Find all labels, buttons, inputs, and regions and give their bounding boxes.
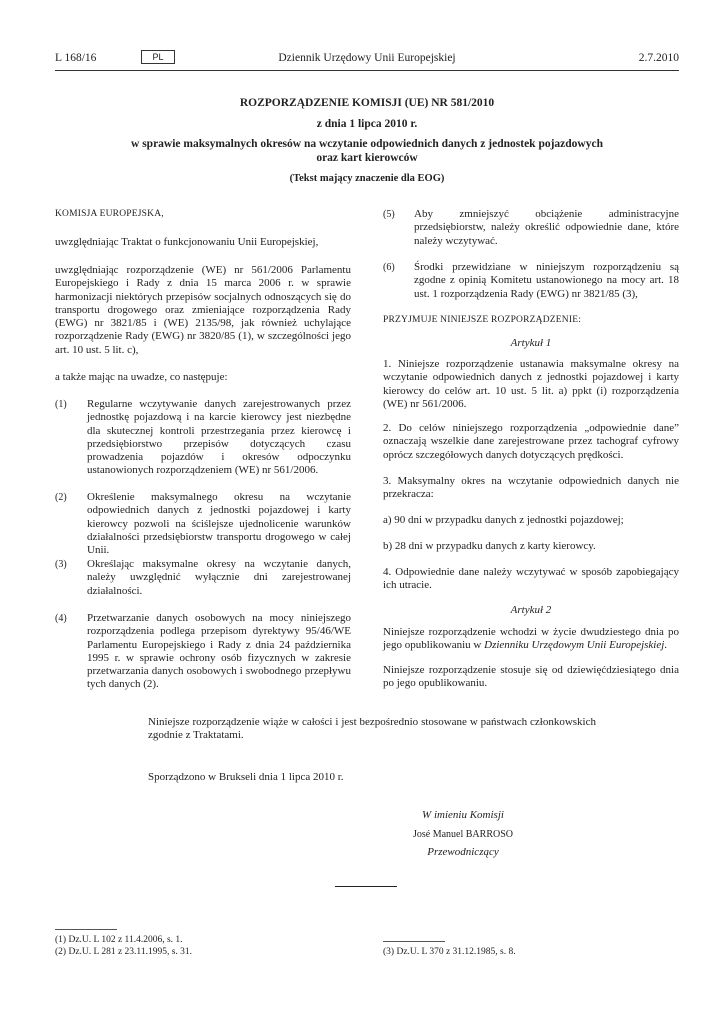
article-1-point-b: b) 28 dni w przypadku danych z karty kierowcy.: [383, 540, 596, 552]
recital-number: (2): [55, 492, 67, 503]
adoption-formula: PRZYJMUJE NINIEJSZE ROZPORZĄDZENIE:: [383, 315, 582, 325]
recital-number: (1): [55, 399, 67, 410]
recital-number: (3): [55, 559, 67, 570]
footnote-3: (3) Dz.U. L 370 z 31.12.1985, s. 8.: [383, 947, 516, 957]
article-2-paragraph-2: Niniejsze rozporządzenie stosuje się od dziewięćdziesiątego dnia po jego opublikowaniu.: [383, 664, 679, 690]
article-1-paragraph-2: 2. Do celów niniejszego rozporządzenia „odpowiednie dane” oznaczają wszelkie dane zarejestrowane przez tachograf cyfrowy oprócz szczegółowych danych dotyczących prędkości.: [383, 422, 679, 461]
recital-text: Środki przewidziane w niniejszym rozporządzeniu są zgodne z opinią Komitetu ustanowionego na mocy art. 18 ust. 1 rozporządzenia Rady (EWG) nr 3821/85 (3),: [414, 261, 679, 300]
page-reference: L 168/16: [55, 52, 97, 64]
article-1-paragraph-1: 1. Niniejsze rozporządzenie ustanawia maksymalne okresy na wczytanie odpowiednich danych z jednostki pojazdowej i karty kierowcy do celów art. 10 ust. 5 lit. a) ppkt (i) rozporządzenia (WE) nr 561/2006.: [383, 358, 679, 410]
eea-relevance: (Tekst mający znaczenie dla EOG): [289, 173, 445, 184]
regulation-subject-line2: oraz kart kierowców: [316, 152, 418, 164]
signature-for: W imieniu Komisji: [422, 809, 504, 821]
article-1-heading: Artykuł 1: [510, 337, 552, 349]
having-regard-regulation-text: uwzględniając rozporządzenie (WE) nr 561/2006 Parlamentu Europejskiego i Rady z dnia 15 marca 2006 r. w sprawie harmonizacji niektórych przepisów socjalnych odnoszących się do transportu drogowego oraz zmieniające rozporządzenia Rady (EWG) nr 3821/85 i (WE) 2135/98, jak również uchylające rozporządzenie Rady (EWG) nr 3820/85 (1), w szczególności jego art. 10 ust. 5 lit. c),: [55, 264, 351, 356]
authority: KOMISJA EUROPEJSKA,: [55, 209, 164, 219]
article-2-paragraph-1: [383, 626, 679, 653]
journal-reference: Dzienniku Urzędowym Unii Europejskiej: [484, 639, 665, 652]
recital-number: (4): [55, 613, 67, 624]
binding-clause: Niniejsze rozporządzenie wiąże w całości i jest bezpośrednio stosowane w państwach członkowskich zgodnie z Traktatami.: [148, 716, 596, 742]
regulation-title: ROZPORZĄDZENIE KOMISJI (UE) NR 581/2010: [239, 97, 495, 109]
article-2-text-end: .: [664, 639, 668, 652]
having-regard-regulation: [55, 264, 351, 357]
header-rule: [55, 70, 679, 71]
article-1-point-a: a) 90 dni w przypadku danych z jednostki pojazdowej;: [383, 514, 624, 526]
signatory-name: José Manuel BARROSO: [412, 829, 513, 840]
end-rule: [335, 886, 397, 887]
recital-text: Określając maksymalne okresy na wczytanie danych, należy uwzględnić wyłącznie dni zarejestrowanej działalności.: [87, 558, 351, 597]
article-1-paragraph-3: 3. Maksymalny okres na wczytanie odpowiednich danych nie przekracza:: [383, 475, 679, 501]
article-2-text: Niniejsze rozporządzenie wchodzi w życie dwudziestego dnia po jego opublikowaniu w: [383, 626, 679, 652]
whereas-intro: a także mając na uwadze, co następuje:: [55, 371, 228, 383]
recital-text: Określenie maksymalnego okresu na wczytanie odpowiednich danych z jednostki pojazdowej i karty kierowcy pozwoli na ściślejsze ujednolicenie warunków działalności przedsiębiorstw transportu drogowego w całej Unii.: [87, 491, 351, 557]
recital-text: Przetwarzanie danych osobowych na mocy niniejszego rozporządzenia podlega przepisom dyrektywy 95/46/WE Parlamentu Europejskiego i Rady z dnia 24 października 1995 r. w sprawie ochrony osób fizycznych w zakresie przetwarzania danych osobowych i swobodnego przepływu tych danych (2).: [87, 612, 351, 691]
journal-name: Dziennik Urzędowy Unii Europejskiej: [278, 52, 456, 64]
article-1-paragraph-4: 4. Odpowiednie dane należy wczytywać w sposób zapobiegający ich utracie.: [383, 566, 679, 592]
footnote-rule: [383, 941, 445, 942]
language-badge: PL: [141, 50, 175, 64]
signatory-title: Przewodniczący: [427, 846, 499, 858]
recital-text: Regularne wczytywanie danych zarejestrowanych przez jednostkę pojazdową i na karcie kierowcy jest niezbędne dla skutecznej kontroli przestrzegania przez kierowcę i przedsiębiorstwo przepisów dotyczących czasu prowadzenia pojazdów i okresów odpoczynku ustanowionych rozporządzeniem (WE) nr 561/2006.: [87, 398, 351, 477]
footnote-rule: [55, 929, 117, 930]
regulation-date: z dnia 1 lipca 2010 r.: [316, 118, 418, 130]
having-regard-treaty: uwzględniając Traktat o funkcjonowaniu Unii Europejskiej,: [55, 236, 319, 248]
regulation-subject-line1: w sprawie maksymalnych okresów na wczytanie odpowiednich danych z jednostek pojazdowych: [131, 138, 603, 150]
recital-text: Aby zmniejszyć obciążenie administracyjne przedsiębiorstw, należy określić odpowiednie dane, które należy wczytywać.: [414, 208, 679, 247]
recital-number: (6): [383, 262, 395, 273]
recital-number: (5): [383, 209, 395, 220]
footnote-2: (2) Dz.U. L 281 z 23.11.1995, s. 31.: [55, 947, 193, 957]
footnote-1: (1) Dz.U. L 102 z 11.4.2006, s. 1.: [55, 935, 183, 945]
article-2-heading: Artykuł 2: [510, 604, 552, 616]
done-at: Sporządzono w Brukseli dnia 1 lipca 2010 r.: [148, 771, 344, 783]
publication-date: 2.7.2010: [638, 52, 679, 64]
